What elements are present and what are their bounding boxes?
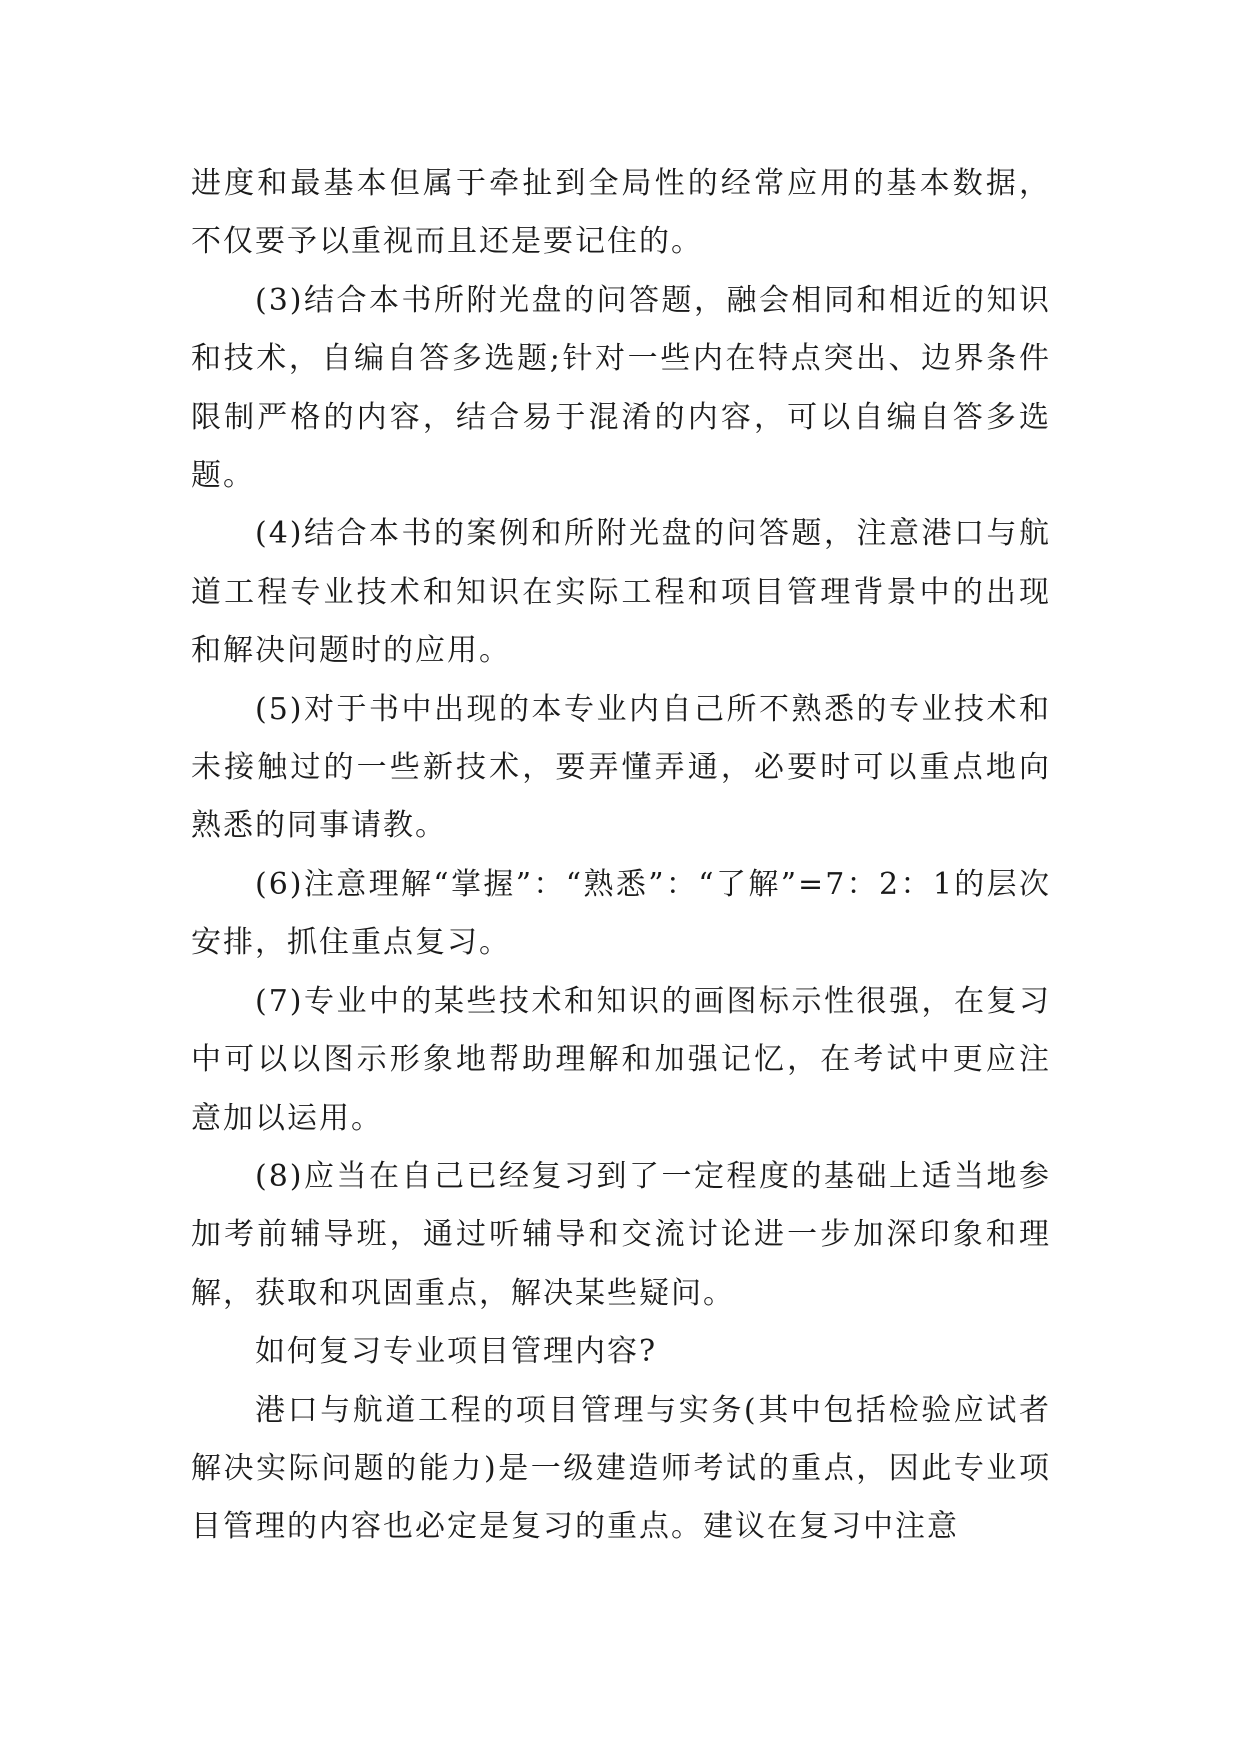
document-page <box>191 155 1051 1557</box>
paragraph-item-5: (5)对于书中出现的本专业内自己所不熟悉的专业技术和未接触过的一些新技术，要弄懂弄通，必要时可以重点地向熟悉的同事请教。 <box>191 691 1051 844</box>
paragraph-item-8: (8)应当在自己已经复习到了一定程度的基础上适当地参加考前辅导班，通过听辅导和交流讨论进一步加深印象和理解，获取和巩固重点，解决某些疑问。 <box>191 1158 1051 1311</box>
paragraph-item-4: (4)结合本书的案例和所附光盘的问答题，注意港口与航道工程专业技术和知识在实际工程和项目管理背景中的出现和解决问题时的应用。 <box>191 516 1051 669</box>
paragraph-item-6: (6)注意理解“掌握”：“熟悉”：“了解”=7：2：1的层次安排，抓住重点复习。 <box>191 866 1051 961</box>
section-question: 如何复习专业项目管理内容? <box>255 1334 658 1370</box>
paragraph-item-3: (3)结合本书所附光盘的问答题，融会相同和相近的知识和技术，自编自答多选题;针对一些内在特点突出、边界条件限制严格的内容，结合易于混淆的内容，可以自编自答多选题。 <box>191 282 1051 494</box>
paragraph-continuation: 进度和最基本但属于牵扯到全局性的经常应用的基本数据，不仅要予以重视而且还是要记住的。 <box>191 166 1051 260</box>
paragraph-item-7: (7)专业中的某些技术和知识的画图标示性很强，在复习中可以以图示形象地帮助理解和加强记忆，在考试中更应注意加以运用。 <box>191 983 1051 1136</box>
paragraph-project-management: 港口与航道工程的项目管理与实务(其中包括检验应试者解决实际问题的能力)是一级建造师考试的重点，因此专业项目管理的内容也必定是复习的重点。建议在复习中注意 <box>191 1392 1051 1545</box>
